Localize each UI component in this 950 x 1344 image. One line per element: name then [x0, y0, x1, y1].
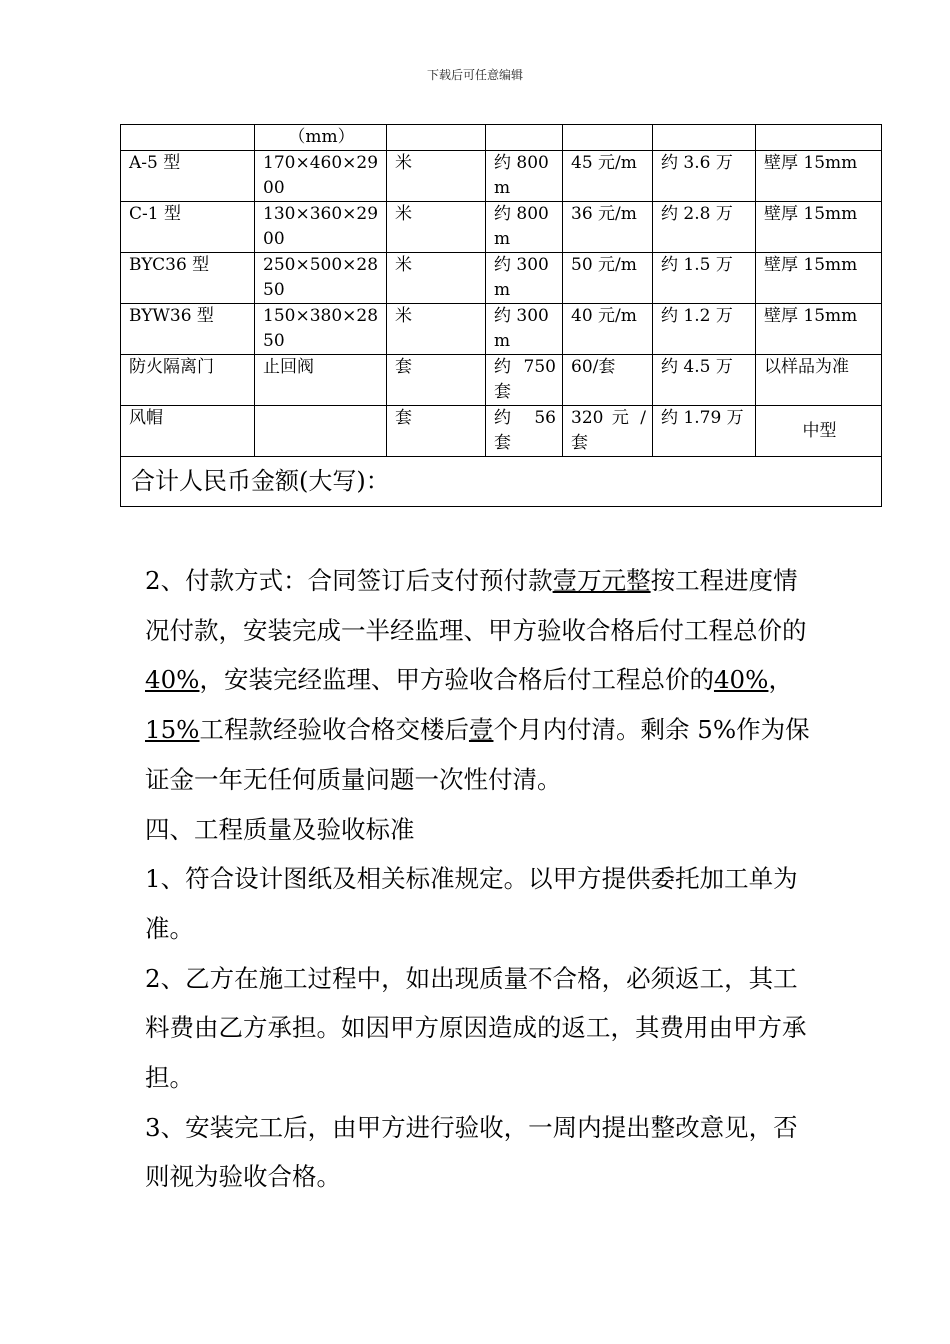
cell-size: 250×500×2850 [255, 253, 387, 304]
cell-amount: 约 4.5 万 [653, 355, 756, 406]
table-row [121, 355, 882, 406]
payment-text: 按工程进度情况付款，安装完成一半经监理、甲方验收合格后付工程总价的 [145, 566, 807, 645]
cell-amount: 约 2.8 万 [653, 202, 756, 253]
cell-name: C-1 型 [121, 202, 255, 253]
payment-text: 2、付款方式：合同签订后支付预付款 [145, 566, 553, 595]
cell-unit: 米 [387, 151, 486, 202]
cell-price: 45 元/m [563, 151, 653, 202]
percent-final-payment: 15% [145, 715, 200, 745]
cell-unit: 套 [387, 355, 486, 406]
header-note: 下载后可任意编辑 [426, 68, 523, 82]
percent-first-payment: 40% [145, 665, 200, 695]
table-cell [756, 125, 882, 151]
table-cell [563, 125, 653, 151]
cell-qty: 约 56 套 [486, 406, 563, 457]
spec-table [120, 124, 882, 507]
cell-amount: 约 1.2 万 [653, 304, 756, 355]
cell-qty: 约 800m [486, 202, 563, 253]
cell-name: BYW36 型 [121, 304, 255, 355]
section-heading: 四、工程质量及验收标准 [145, 814, 415, 844]
cell-size: 130×360×2900 [255, 202, 387, 253]
cell-unit: 米 [387, 253, 486, 304]
table-cell [653, 125, 756, 151]
quality-item-1: 1、符合设计图纸及相关标准规定。以甲方提供委托加工单为准。 [145, 864, 798, 943]
cell-note: 壁厚 15mm [756, 151, 882, 202]
cell-note: 中型 [756, 406, 882, 457]
payment-text: 工程款经验收合格交楼后 [199, 715, 469, 745]
cell-size: 150×380×2850 [255, 304, 387, 355]
table-cell [486, 125, 563, 151]
table-row [121, 406, 882, 457]
cell-qty: 约 800m [486, 151, 563, 202]
cell-unit: 米 [387, 202, 486, 253]
payment-text: 个月内付清。剩余 5%作为保证金一年无任何质量问题一次性付清。 [145, 715, 810, 794]
cell-name: BYC36 型 [121, 253, 255, 304]
table-total-row [121, 457, 882, 507]
cell-unit: 套 [387, 406, 486, 457]
cell-name: 风帽 [121, 406, 255, 457]
cell-note: 壁厚 15mm [756, 304, 882, 355]
cell-size [255, 406, 387, 457]
cell-price: 320 元 / 套 [563, 406, 653, 457]
cell-qty: 约 750 套 [486, 355, 563, 406]
cell-price: 40 元/m [563, 304, 653, 355]
cell-price: 60/套 [563, 355, 653, 406]
percent-second-payment: 40% [713, 665, 769, 695]
table-header-row [121, 125, 882, 151]
quality-item-2: 2、乙方在施工过程中，如出现质量不合格，必须返工，其工料费由乙方承担。如因甲方原因造成的返工，其费用由甲方承担。 [145, 963, 807, 1093]
cell-note: 壁厚 15mm [756, 253, 882, 304]
cell-note: 以样品为准 [756, 355, 882, 406]
advance-amount: 壹万元整 [552, 566, 651, 595]
cell-amount: 约 1.5 万 [653, 253, 756, 304]
table-cell [387, 125, 486, 151]
payment-text: ，安装完经监理、甲方验收合格后付工程总价的 [199, 665, 714, 695]
payment-terms-paragraph [145, 556, 810, 805]
cell-price: 36 元/m [563, 202, 653, 253]
table-row [121, 202, 882, 253]
payment-text: ， [768, 665, 793, 695]
quality-item-3: 3、安装完工后，由甲方进行验收，一周内提出整改意见，否则视为验收合格。 [145, 1112, 798, 1192]
table-row [121, 304, 882, 355]
cell-qty: 约 300m [486, 253, 563, 304]
contract-body [145, 556, 810, 1202]
cell-unit: 米 [387, 304, 486, 355]
months-count: 壹 [468, 715, 494, 745]
cell-name: A-5 型 [121, 151, 255, 202]
table-row [121, 151, 882, 202]
table-cell: （mm） [255, 125, 387, 151]
cell-size: 止回阀 [255, 355, 387, 406]
cell-name: 防火隔离门 [121, 355, 255, 406]
cell-amount: 约 1.79 万 [653, 406, 756, 457]
cell-size: 170×460×2900 [255, 151, 387, 202]
total-amount-label: 合计人民币金额(大写)： [121, 457, 882, 507]
cell-price: 50 元/m [563, 253, 653, 304]
table-row [121, 253, 882, 304]
cell-qty: 约 300m [486, 304, 563, 355]
table-cell [121, 125, 255, 151]
cell-note: 壁厚 15mm [756, 202, 882, 253]
cell-amount: 约 3.6 万 [653, 151, 756, 202]
